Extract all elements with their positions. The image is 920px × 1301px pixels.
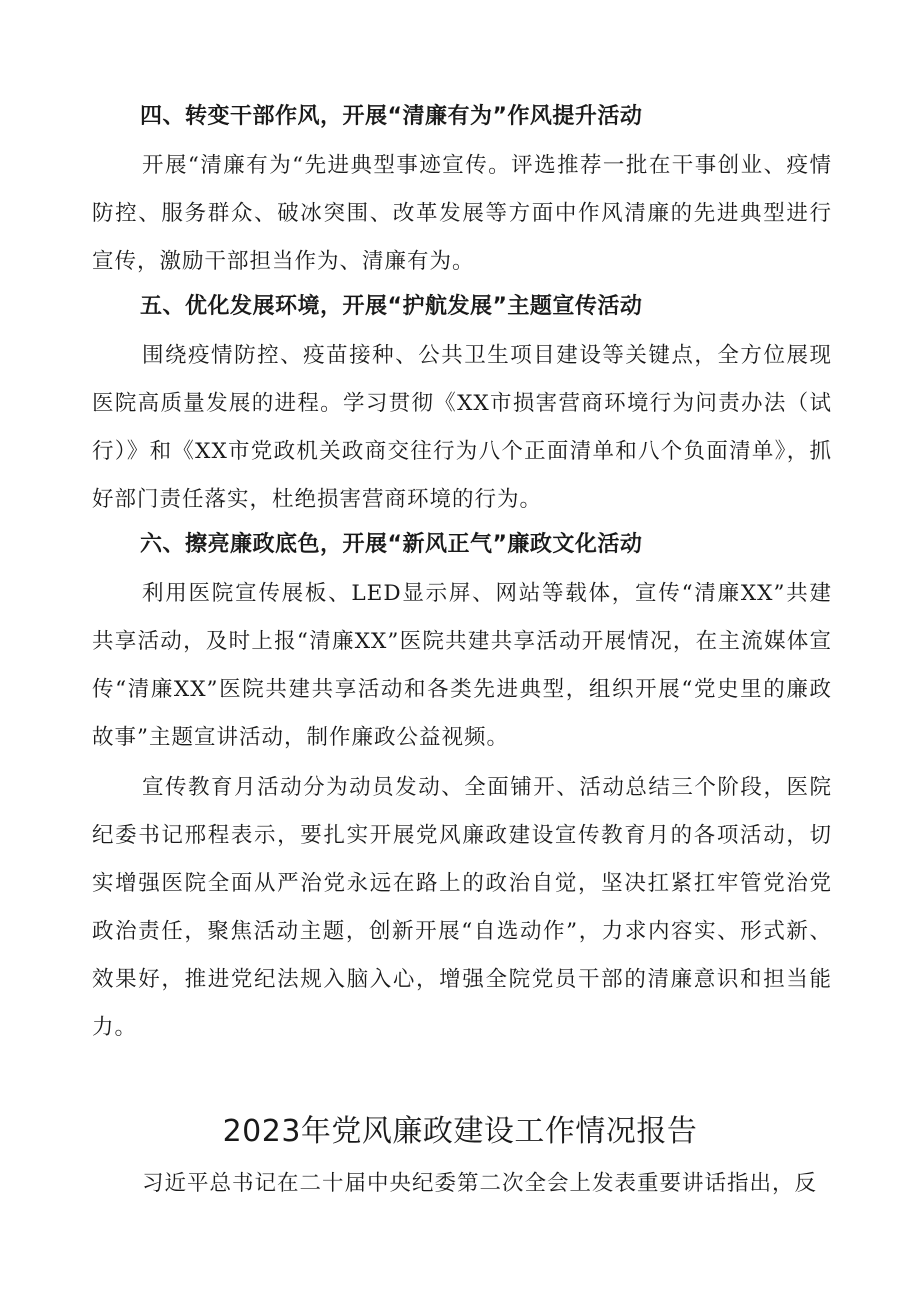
section-heading-5: 五、优化发展环境，开展“护航发展”主题宣传活动 bbox=[140, 294, 643, 319]
section-6-paragraph-2: 宣传教育月活动分为动员发动、全面铺开、活动总结三个阶段，医院纪委书记邢程表示，要扎实开展党风廉政建设宣传教育月的各项活动，切实增强医院全面从严治党永远在路上的政治自觉，坚决扛紧扛牢管党治党政治责任，聚焦活动主题，创新开展“自选动作”，力求内容实、形式新、效果好，推进党纪法规入脑入心，增强全院党员干部的清廉意识和担当能力。 bbox=[92, 775, 832, 1040]
report-first-line: 习近平总书记在二十届中央纪委第二次全会上发表重要讲话指出，反 bbox=[142, 1171, 818, 1196]
section-heading-6: 六、擦亮廉政底色，开展“新风正气”廉政文化活动 bbox=[140, 532, 643, 557]
section-heading-4: 四、转变干部作风，开展“清廉有为”作风提升活动 bbox=[140, 104, 643, 129]
section-4-paragraph: 开展“清廉有为“先进典型事迹宣传。评选推荐一批在干事创业、疫情防控、服务群众、破冰突围、改革发展等方面中作风清廉的先进典型进行宣传，激励干部担当作为、清廉有为。 bbox=[92, 153, 832, 274]
section-5-paragraph: 围绕疫情防控、疫苗接种、公共卫生项目建设等关键点，全方位展现医院高质量发展的进程。学习贯彻《XX市损害营商环境行为问责办法（试行）》和《XX市党政机关政商交往行为八个正面清单和八个负面清单》，抓好部门责任落实，杜绝损害营商环境的行为。 bbox=[92, 343, 832, 512]
section-6-paragraph-1: 利用医院宣传展板、LED显示屏、网站等载体，宣传“清廉XX”共建共享活动，及时上报“清廉XX”医院共建共享活动开展情况，在主流媒体宣传“清廉XX”医院共建共享活动和各类先进典型，组织开展“党史里的廉政故事”主题宣讲活动，制作廉政公益视频。 bbox=[92, 581, 832, 750]
report-title: 2023年党风廉政建设工作情况报告 bbox=[222, 1114, 698, 1149]
